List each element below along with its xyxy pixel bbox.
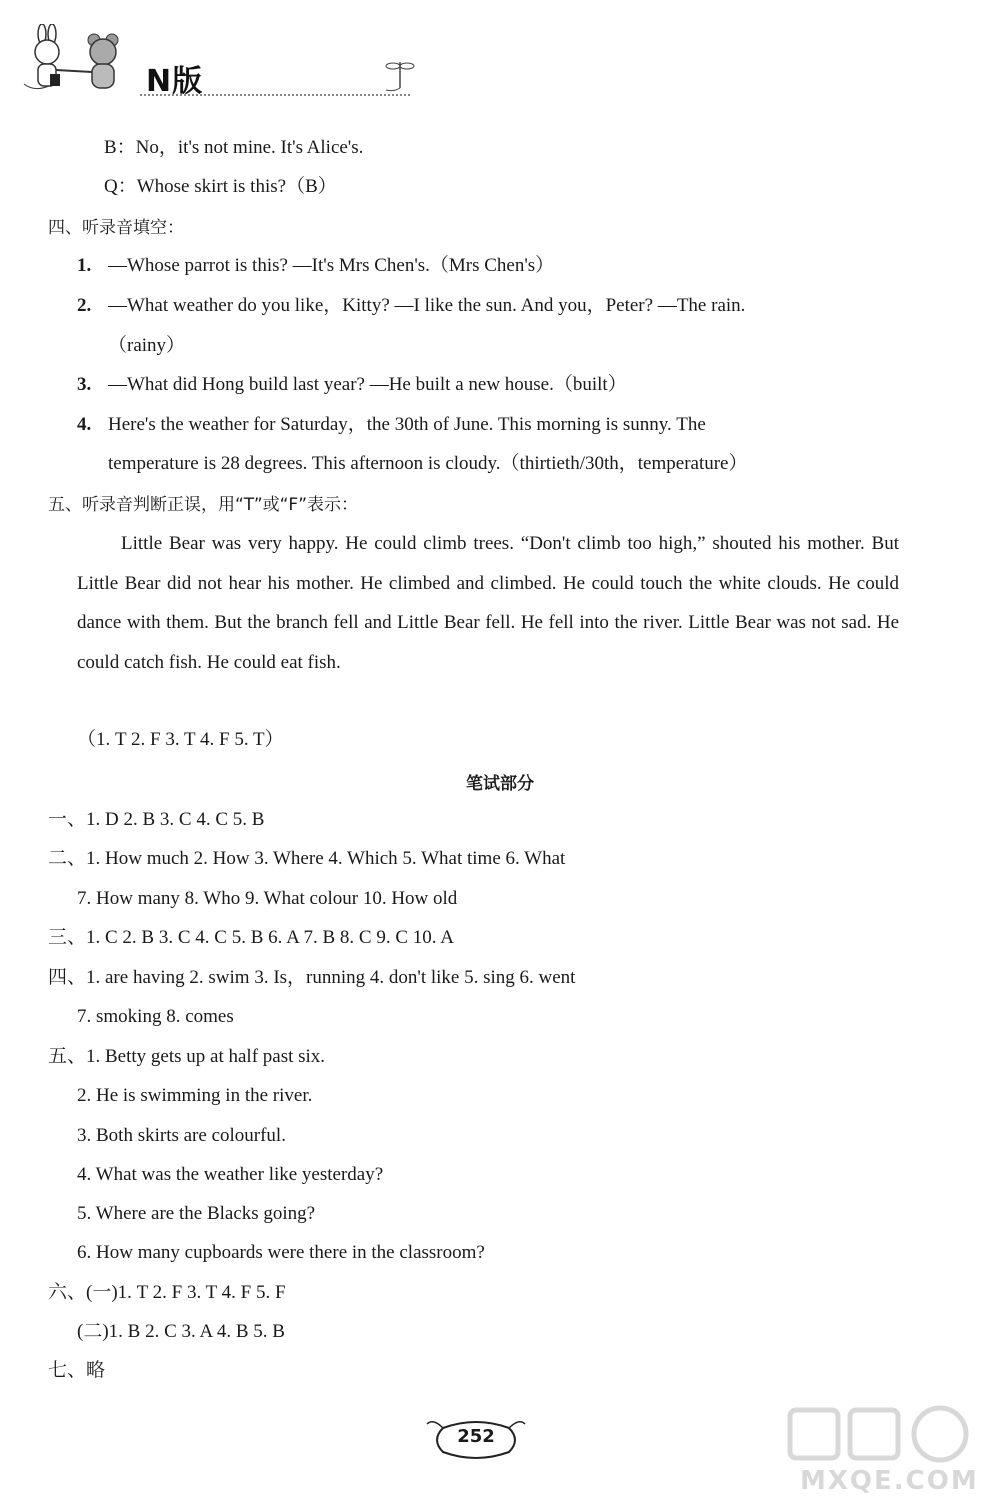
written-answer-3: 三、1. C 2. B 3. C 4. C 5. B 6. A 7. B 8. C 9. C 10. A bbox=[48, 927, 454, 948]
edition-label: N版 bbox=[146, 64, 204, 99]
listening-item-2-answer: （rainy） bbox=[108, 335, 186, 356]
section-4-title: 四、听录音填空： bbox=[48, 218, 184, 238]
section-5-title: 五、听录音判断正误，用“T”或“F”表示： bbox=[48, 495, 359, 515]
section-5-answers: （1. T 2. F 3. T 4. F 5. T） bbox=[77, 729, 284, 750]
written-answer-6a: 六、(一)1. T 2. F 3. T 4. F 5. F bbox=[48, 1282, 286, 1303]
page-footer bbox=[423, 1412, 529, 1468]
item-number: 1. bbox=[77, 255, 92, 276]
written-answer-5-1: 五、1. Betty gets up at half past six. bbox=[48, 1046, 326, 1067]
written-answer-7: 七、略 bbox=[48, 1360, 106, 1381]
rabbit-and-bear-mascot-icon bbox=[14, 24, 134, 104]
item-number: 4. bbox=[77, 414, 92, 435]
written-answer-5-3: 3. Both skirts are colourful. bbox=[77, 1125, 286, 1146]
item-number: 2. bbox=[77, 295, 92, 316]
dragonfly-icon bbox=[380, 58, 420, 94]
page-number: 252 bbox=[457, 1426, 495, 1447]
listening-item-3: —What did Hong build last year? —He built a new house.（built） bbox=[108, 374, 627, 395]
dialogue-question: Q：Whose skirt is this?（B） bbox=[104, 176, 337, 197]
written-answer-2-cont: 7. How many 8. Who 9. What colour 10. How old bbox=[77, 888, 458, 909]
written-part-title: 笔试部分 bbox=[466, 774, 534, 794]
dialogue-line-b: B：No，it's not mine. It's Alice's. bbox=[104, 137, 364, 158]
header-divider bbox=[140, 94, 410, 96]
listening-item-4-cont: temperature is 28 degrees. This afternoon is cloudy.（thirtieth/30th，temperature） bbox=[108, 453, 748, 474]
listening-item-4: Here's the weather for Saturday，the 30th of June. This morning is sunny. The bbox=[108, 414, 706, 435]
written-answer-4-cont: 7. smoking 8. comes bbox=[77, 1006, 234, 1027]
written-answer-5-5: 5. Where are the Blacks going? bbox=[77, 1203, 316, 1224]
written-answer-2: 二、1. How much 2. How 3. Where 4. Which 5. What time 6. What bbox=[48, 848, 566, 869]
written-answer-5-2: 2. He is swimming in the river. bbox=[77, 1085, 313, 1106]
written-answer-1: 一、1. D 2. B 3. C 4. C 5. B bbox=[48, 809, 265, 830]
story-paragraph bbox=[77, 524, 899, 682]
written-answer-5-4: 4. What was the weather like yesterday? bbox=[77, 1164, 384, 1185]
written-answer-4: 四、1. are having 2. swim 3. Is，running 4. don't like 5. sing 6. went bbox=[48, 967, 576, 988]
listening-item-2: —What weather do you like，Kitty? —I like the sun. And you，Peter? —The rain. bbox=[108, 295, 746, 316]
story-text: Little Bear was very happy. He could climb trees. “Don't climb too high,” shouted his mother. But Little Bear did not hear his mother. He climbed and climbed. He could touch the white clouds. He could dance with them. But the branch fell and Little Bear fell. He fell into the river. Little Bear was not sad. He could catch fish. He could eat fish. bbox=[77, 533, 899, 673]
item-number: 3. bbox=[77, 374, 92, 395]
written-answer-6b: (二)1. B 2. C 3. A 4. B 5. B bbox=[77, 1321, 285, 1342]
watermark-text: MXQE.COM bbox=[800, 1466, 979, 1496]
watermark-logo bbox=[780, 1400, 995, 1500]
listening-item-1: —Whose parrot is this? —It's Mrs Chen's.（Mrs Chen's） bbox=[108, 255, 555, 276]
page-header bbox=[0, 0, 1000, 110]
written-answer-5-6: 6. How many cupboards were there in the classroom? bbox=[77, 1242, 485, 1263]
